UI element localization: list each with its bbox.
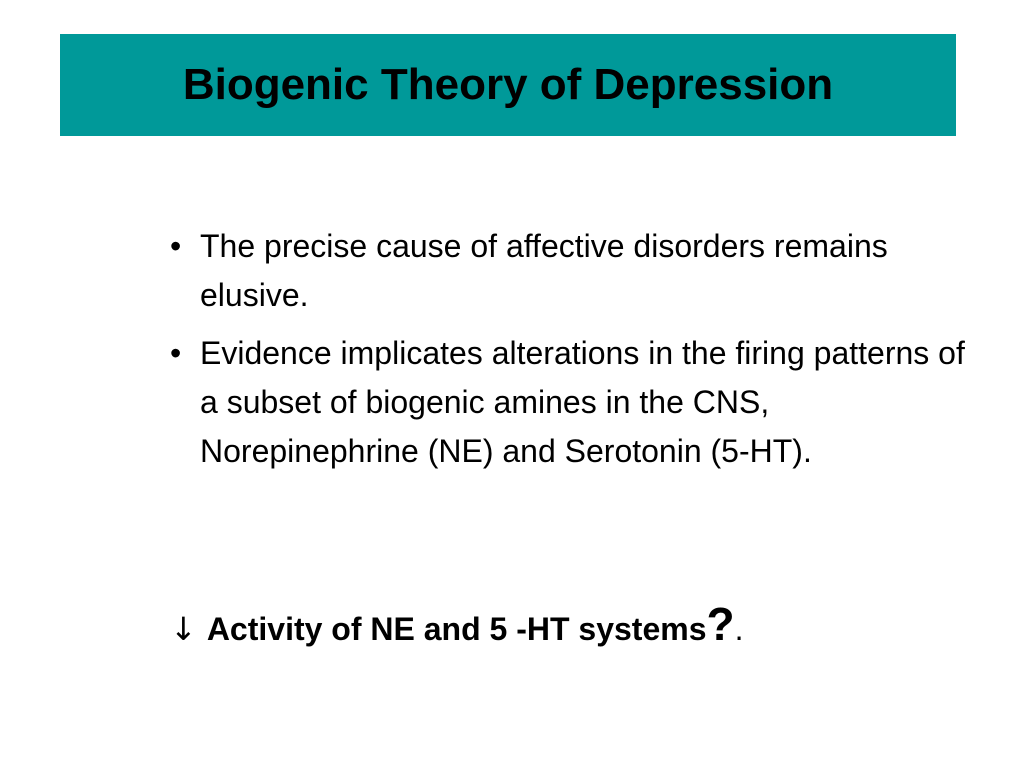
bullet-item bbox=[170, 329, 970, 476]
question-mark: ? bbox=[706, 598, 735, 650]
statement-period: . bbox=[734, 611, 744, 647]
statement-text: Activity of NE and 5 -HT systems bbox=[206, 611, 707, 647]
decreased-activity-statement bbox=[170, 594, 744, 654]
bullet-marker: • bbox=[170, 228, 182, 264]
bullet-list bbox=[170, 222, 970, 485]
bullet-text: Evidence implicates alterations in the firing patterns of a subset of biogenic amines in the CNS, Norepinephrine (NE) and Serotonin (5-HT). bbox=[200, 335, 965, 469]
bullet-marker: • bbox=[170, 335, 182, 371]
bullet-text: The precise cause of affective disorders remains elusive. bbox=[200, 228, 888, 313]
down-arrow-icon: ↓ bbox=[170, 610, 197, 648]
title-bar bbox=[60, 34, 956, 136]
bullet-item bbox=[170, 222, 970, 320]
slide-title: Biogenic Theory of Depression bbox=[182, 60, 834, 109]
